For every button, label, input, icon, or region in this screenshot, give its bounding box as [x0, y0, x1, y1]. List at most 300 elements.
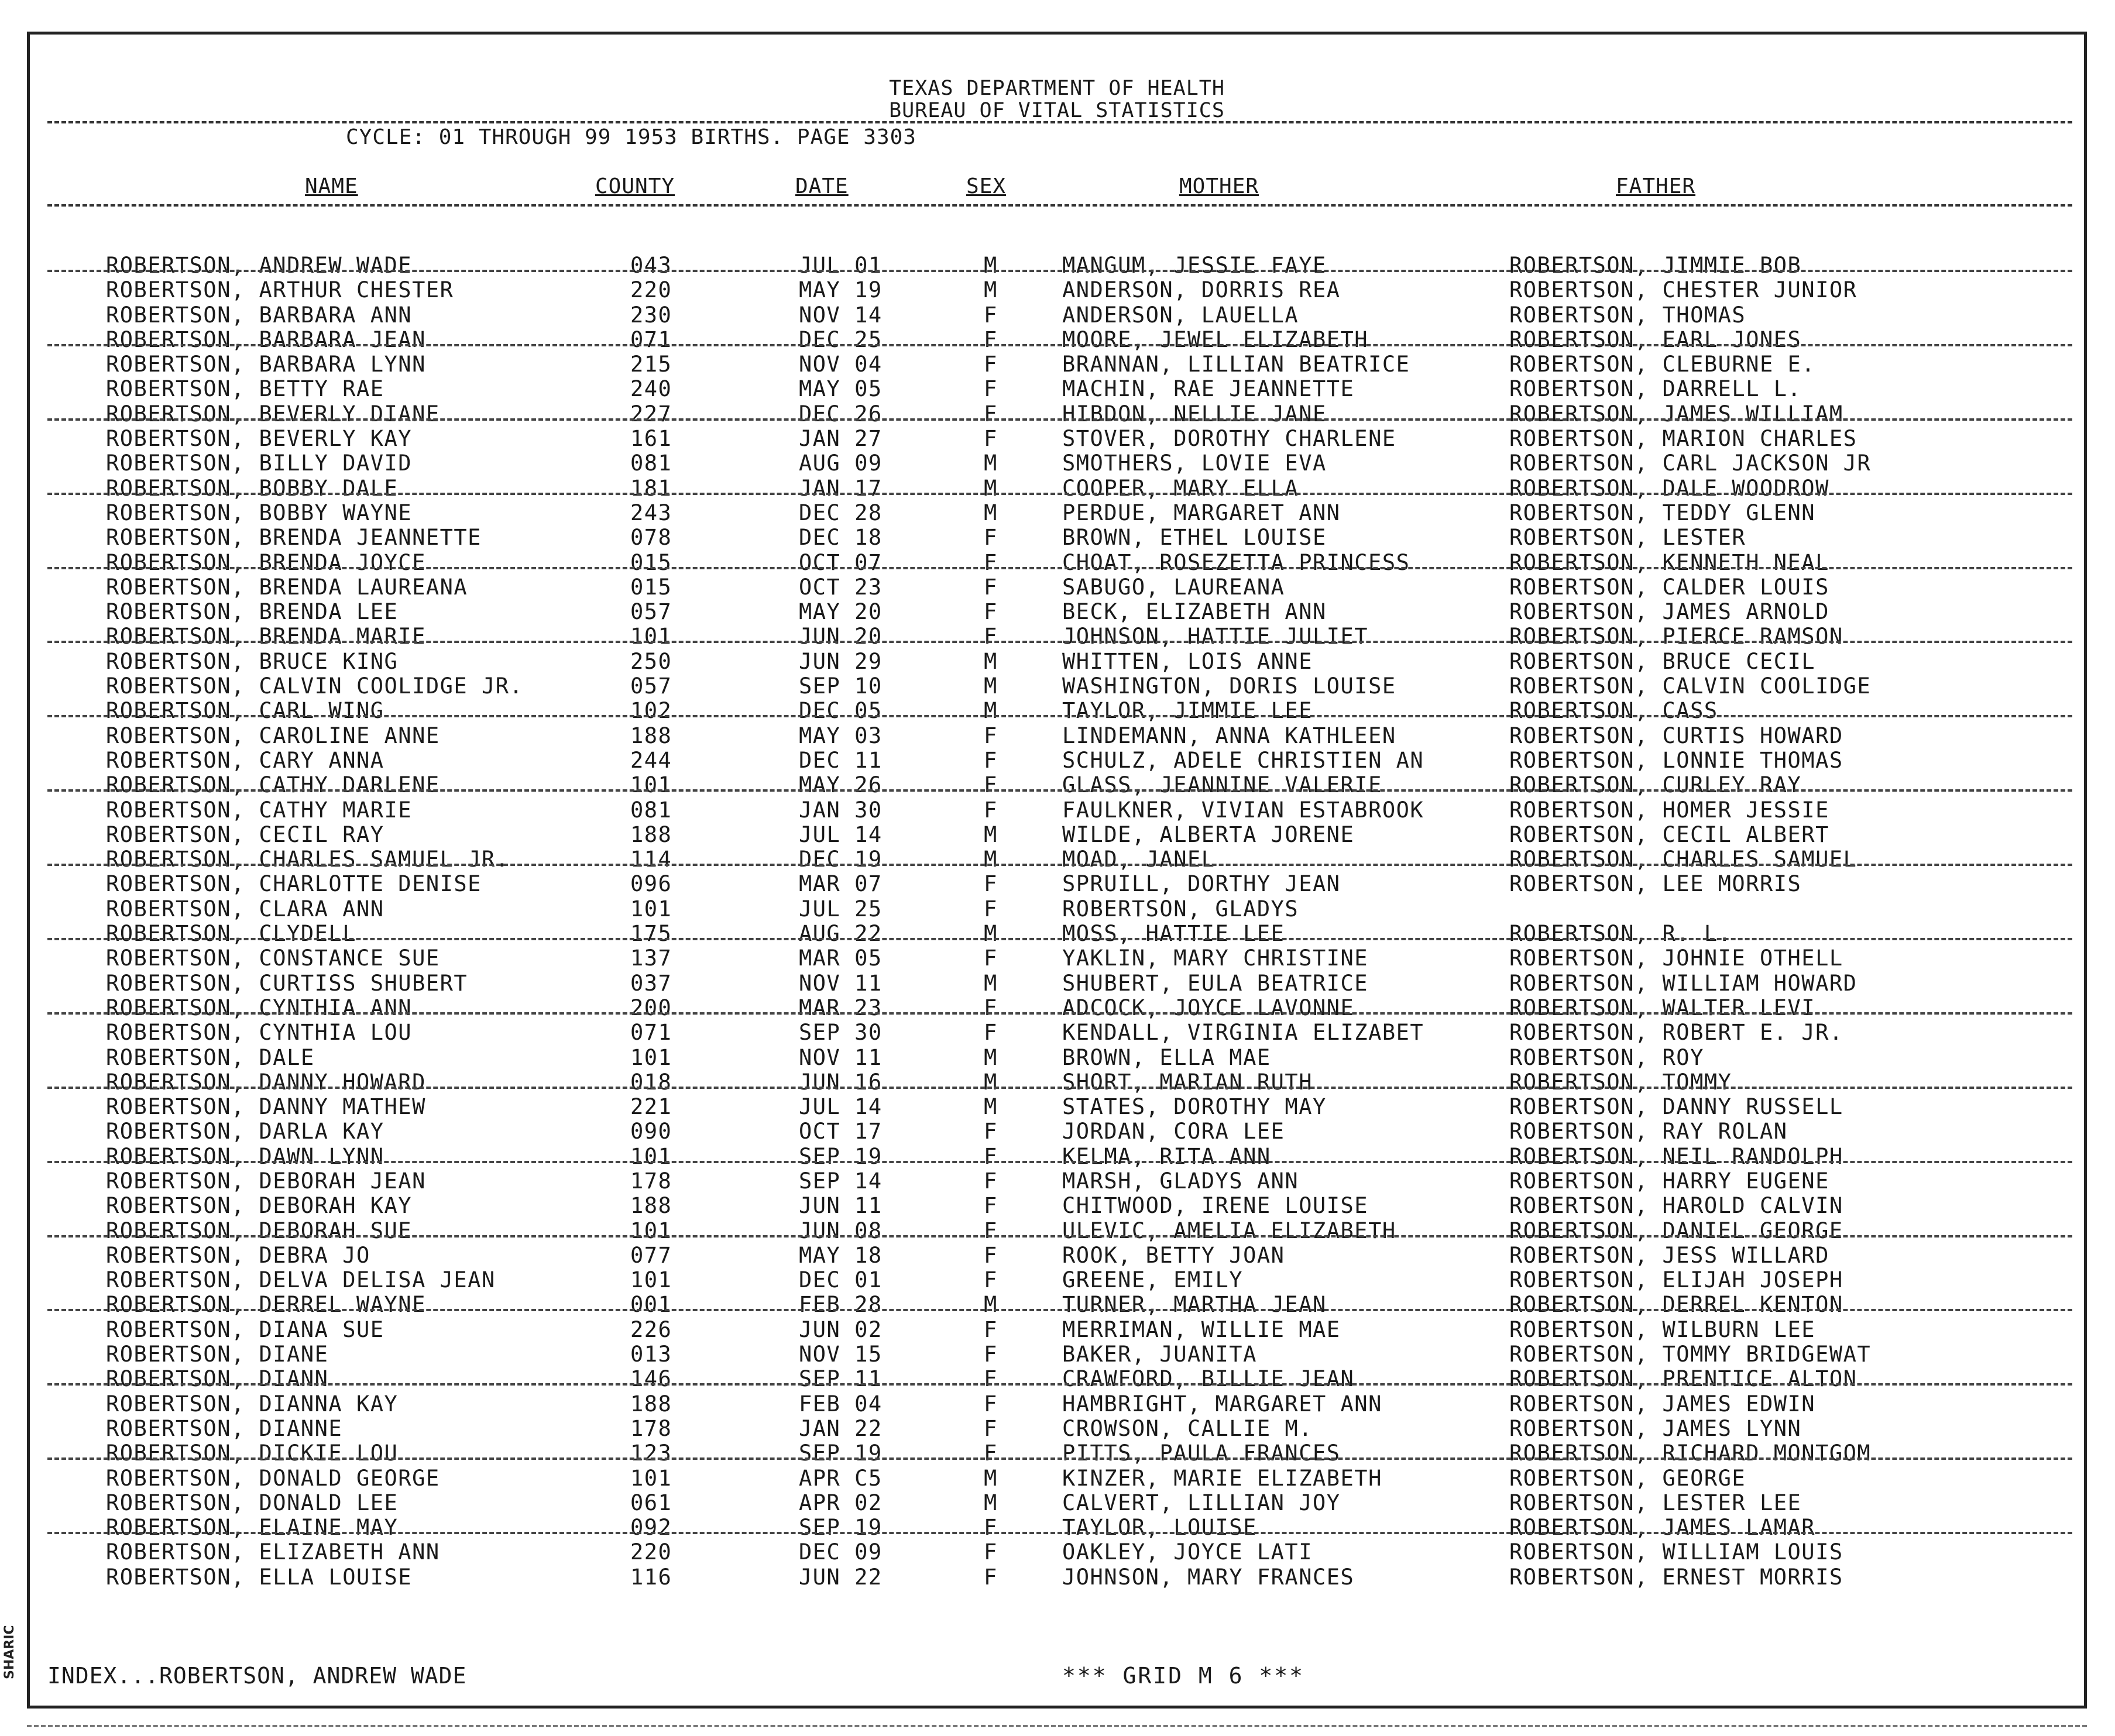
record-sex: F	[984, 1391, 998, 1417]
column-header-mother: MOTHER	[1179, 174, 1259, 198]
record-father: ROBERTSON, ELIJAH JOSEPH	[1509, 1267, 1843, 1293]
record-father: ROBERTSON, CURLEY RAY	[1509, 772, 1802, 798]
record-name: ROBERTSON, CARL WING	[106, 698, 384, 724]
record-name: ROBERTSON, DERREL WAYNE	[106, 1292, 426, 1318]
record-county: 077	[630, 1242, 672, 1268]
record-date: DEC 01	[799, 1267, 883, 1293]
record-name: ROBERTSON, DIANNE	[106, 1415, 343, 1441]
record-date: MAY 19	[799, 277, 883, 303]
record-sex: F	[984, 995, 998, 1020]
record-name: ROBERTSON, CHARLOTTE DENISE	[106, 871, 482, 897]
record-county: 101	[630, 1044, 672, 1070]
record-row	[30, 872, 2084, 896]
record-row	[30, 1268, 2084, 1292]
record-county: 226	[630, 1316, 672, 1342]
record-sex: F	[984, 1342, 998, 1367]
record-row	[30, 352, 2084, 377]
record-father: ROBERTSON, GEORGE	[1509, 1465, 1746, 1491]
record-mother: PERDUE, MARGARET ANN	[1062, 500, 1341, 525]
record-name: ROBERTSON, ANDREW WADE	[106, 253, 413, 278]
record-father: ROBERTSON, RICHARD MONTGOM	[1509, 1441, 1872, 1466]
record-name: ROBERTSON, DEBRA JO	[106, 1242, 370, 1268]
record-county: 096	[630, 871, 672, 897]
record-row	[30, 773, 2084, 797]
record-date: AUG 09	[799, 451, 883, 476]
record-name: ROBERTSON, ARTHUR CHESTER	[106, 277, 454, 303]
record-sex: F	[984, 599, 998, 625]
column-header-sex: SEX	[966, 174, 1007, 198]
record-name: ROBERTSON, DONALD GEORGE	[106, 1465, 440, 1491]
record-sex: M	[984, 1292, 998, 1318]
record-county: 037	[630, 970, 672, 996]
record-name: ROBERTSON, CAROLINE ANNE	[106, 723, 440, 748]
record-name: ROBERTSON, DEBORAH JEAN	[106, 1168, 426, 1194]
record-row	[30, 946, 2084, 971]
record-row	[30, 996, 2084, 1020]
record-name: ROBERTSON, BRUCE KING	[106, 648, 399, 674]
record-sex: F	[984, 946, 998, 971]
record-name: ROBERTSON, DEBORAH KAY	[106, 1193, 413, 1219]
record-sex: F	[984, 871, 998, 897]
record-county: 146	[630, 1366, 672, 1392]
record-row	[30, 971, 2084, 996]
record-mother: BROWN, ETHEL LOUISE	[1062, 525, 1327, 551]
record-date: JUL 01	[799, 253, 883, 278]
record-county: 071	[630, 1020, 672, 1046]
record-father: ROBERTSON, JAMES LAMAR	[1509, 1515, 1816, 1541]
record-mother: SPRUILL, DORTHY JEAN	[1062, 871, 1341, 897]
record-row	[30, 724, 2084, 748]
record-mother: MOORE, JEWEL ELIZABETH	[1062, 326, 1369, 352]
record-county: 102	[630, 698, 672, 724]
record-date: MAR 07	[799, 871, 883, 897]
record-name: ROBERTSON, DICKIE LOU	[106, 1441, 399, 1466]
record-father: ROBERTSON, DARRELL L.	[1509, 376, 1802, 402]
record-mother: CRAWFORD, BILLIE JEAN	[1062, 1366, 1355, 1392]
record-row	[30, 1046, 2084, 1070]
record-date: MAY 18	[799, 1242, 883, 1268]
record-date: NOV 15	[799, 1342, 883, 1367]
cycle-line: CYCLE: 01 THROUGH 99 1953 BIRTHS. PAGE 3303	[346, 125, 916, 149]
record-date: SEP 14	[799, 1168, 883, 1194]
record-row	[30, 525, 2084, 550]
record-mother: SMOTHERS, LOVIE EVA	[1062, 451, 1327, 476]
record-father: ROBERTSON, JAMES ARNOLD	[1509, 599, 1829, 625]
record-name: ROBERTSON, BETTY RAE	[106, 376, 384, 402]
record-date: JUL 14	[799, 821, 883, 847]
record-date: JUN 08	[799, 1218, 883, 1243]
record-name: ROBERTSON, CARY ANNA	[106, 747, 384, 773]
record-row	[30, 1491, 2084, 1515]
record-date: DEC 18	[799, 525, 883, 551]
record-mother: CROWSON, CALLIE M.	[1062, 1415, 1313, 1441]
record-father: ROBERTSON, CHESTER JUNIOR	[1509, 277, 1858, 303]
record-row	[30, 674, 2084, 699]
record-father: ROBERTSON, CASS	[1509, 698, 1718, 724]
record-row	[30, 1466, 2084, 1491]
header-rule-top	[47, 121, 2072, 123]
record-sex: M	[984, 277, 998, 303]
record-county: 101	[630, 1218, 672, 1243]
record-father: ROBERTSON, JESS WILLARD	[1509, 1242, 1829, 1268]
record-row	[30, 1020, 2084, 1045]
record-row	[30, 328, 2084, 352]
record-father: ROBERTSON, PIERCE RAMSON	[1509, 624, 1843, 649]
record-county: 227	[630, 401, 672, 427]
record-father: ROBERTSON, TOMMY BRIDGEWAT	[1509, 1342, 1872, 1367]
record-county: 250	[630, 648, 672, 674]
record-father: ROBERTSON, DERREL KENTON	[1509, 1292, 1843, 1318]
record-mother: ANDERSON, DORRIS REA	[1062, 277, 1341, 303]
record-mother: WHITTEN, LOIS ANNE	[1062, 648, 1313, 674]
record-mother: SHUBERT, EULA BEATRICE	[1062, 970, 1369, 996]
record-sex: F	[984, 574, 998, 600]
record-county: 178	[630, 1415, 672, 1441]
record-date: MAY 05	[799, 376, 883, 402]
record-name: ROBERTSON, CURTISS SHUBERT	[106, 970, 468, 996]
record-sex: F	[984, 1564, 998, 1590]
record-county: 101	[630, 772, 672, 798]
header-rule-bottom	[47, 204, 2072, 207]
record-sex: F	[984, 772, 998, 798]
record-row	[30, 402, 2084, 427]
record-county: 015	[630, 549, 672, 575]
birth-records-list	[30, 253, 2084, 1590]
record-name: ROBERTSON, BEVERLY KAY	[106, 426, 413, 452]
record-father: ROBERTSON, ERNEST MORRIS	[1509, 1564, 1843, 1590]
record-sex: M	[984, 451, 998, 476]
record-sex: F	[984, 326, 998, 352]
record-sex: M	[984, 1094, 998, 1120]
record-row	[30, 575, 2084, 600]
record-name: ROBERTSON, BOBBY DALE	[106, 475, 399, 501]
record-sex: F	[984, 1366, 998, 1392]
record-name: ROBERTSON, DALE	[106, 1044, 315, 1070]
record-county: 081	[630, 451, 672, 476]
record-sex: M	[984, 1069, 998, 1095]
record-row	[30, 847, 2084, 872]
record-date: JAN 17	[799, 475, 883, 501]
record-sex: M	[984, 1044, 998, 1070]
record-name: ROBERTSON, ELAINE MAY	[106, 1515, 399, 1541]
record-date: DEC 25	[799, 326, 883, 352]
index-footer: INDEX...ROBERTSON, ANDREW WADE	[47, 1663, 467, 1689]
record-county: 071	[630, 326, 672, 352]
record-county: 101	[630, 1143, 672, 1169]
record-date: AUG 22	[799, 921, 883, 947]
record-sex: F	[984, 525, 998, 551]
record-row	[30, 1194, 2084, 1218]
record-date: MAY 26	[799, 772, 883, 798]
record-mother: BAKER, JUANITA	[1062, 1342, 1257, 1367]
record-county: 221	[630, 1094, 672, 1120]
record-row	[30, 1219, 2084, 1243]
record-date: SEP 19	[799, 1441, 883, 1466]
record-sex: F	[984, 1415, 998, 1441]
record-name: ROBERTSON, BILLY DAVID	[106, 451, 413, 476]
record-sex: M	[984, 500, 998, 525]
record-name: ROBERTSON, DANNY HOWARD	[106, 1069, 426, 1095]
record-sex: F	[984, 352, 998, 377]
record-county: 092	[630, 1515, 672, 1541]
record-row	[30, 600, 2084, 624]
record-name: ROBERTSON, BEVERLY DIANE	[106, 401, 440, 427]
record-county: 013	[630, 1342, 672, 1367]
record-mother: TURNER, MARTHA JEAN	[1062, 1292, 1327, 1318]
record-county: 114	[630, 847, 672, 872]
record-county: 123	[630, 1441, 672, 1466]
record-date: JUN 16	[799, 1069, 883, 1095]
record-sex: F	[984, 1316, 998, 1342]
record-county: 001	[630, 1292, 672, 1318]
record-name: ROBERTSON, DIANN	[106, 1366, 329, 1392]
record-mother: ULEVIC, AMELIA ELIZABETH	[1062, 1218, 1396, 1243]
record-mother: MANGUM, JESSIE FAYE	[1062, 253, 1327, 278]
record-name: ROBERTSON, CYNTHIA LOU	[106, 1020, 413, 1046]
record-mother: GLASS, JEANNINE VALERIE	[1062, 772, 1382, 798]
record-mother: HAMBRIGHT, MARGARET ANN	[1062, 1391, 1382, 1417]
bottom-rule	[27, 1725, 2087, 1727]
record-father: ROBERTSON, CALDER LOUIS	[1509, 574, 1829, 600]
record-name: ROBERTSON, DEBORAH SUE	[106, 1218, 413, 1243]
record-sex: M	[984, 847, 998, 872]
record-row	[30, 1565, 2084, 1590]
column-header-county: COUNTY	[595, 174, 675, 198]
record-date: JAN 22	[799, 1415, 883, 1441]
record-name: ROBERTSON, BRENDA JOYCE	[106, 549, 426, 575]
record-row	[30, 303, 2084, 328]
record-county: 078	[630, 525, 672, 551]
record-father: ROBERTSON, DANIEL GEORGE	[1509, 1218, 1843, 1243]
record-row	[30, 1144, 2084, 1169]
record-mother: PITTS, PAULA FRANCES	[1062, 1441, 1341, 1466]
record-mother: MOAD, JANEL	[1062, 847, 1216, 872]
record-date: OCT 23	[799, 574, 883, 600]
record-sex: F	[984, 1242, 998, 1268]
record-sex: F	[984, 1218, 998, 1243]
record-mother: KELMA, RITA ANN	[1062, 1143, 1271, 1169]
record-date: FEB 28	[799, 1292, 883, 1318]
record-father: ROBERTSON, LESTER	[1509, 525, 1746, 551]
record-county: 243	[630, 500, 672, 525]
record-date: JUN 02	[799, 1316, 883, 1342]
record-row	[30, 278, 2084, 302]
record-row	[30, 922, 2084, 946]
record-sex: F	[984, 1119, 998, 1144]
record-date: FEB 04	[799, 1391, 883, 1417]
record-row	[30, 501, 2084, 525]
record-name: ROBERTSON, DONALD LEE	[106, 1490, 399, 1515]
record-sex: F	[984, 1193, 998, 1219]
record-mother: WASHINGTON, DORIS LOUISE	[1062, 673, 1396, 699]
record-mother: BRANNAN, LILLIAN BEATRICE	[1062, 352, 1410, 377]
record-row	[30, 377, 2084, 401]
record-father: ROBERTSON, RAY ROLAN	[1509, 1119, 1788, 1144]
record-mother: STATES, DOROTHY MAY	[1062, 1094, 1327, 1120]
record-date: NOV 04	[799, 352, 883, 377]
record-mother: MERRIMAN, WILLIE MAE	[1062, 1316, 1341, 1342]
record-father: ROBERTSON, JAMES WILLIAM	[1509, 401, 1843, 427]
record-county: 101	[630, 896, 672, 922]
record-date: APR 02	[799, 1490, 883, 1515]
record-father: ROBERTSON, PRENTICE ALTON	[1509, 1366, 1858, 1392]
record-date: DEC 28	[799, 500, 883, 525]
record-row	[30, 823, 2084, 847]
record-mother: KENDALL, VIRGINIA ELIZABET	[1062, 1020, 1424, 1046]
agency-title: TEXAS DEPARTMENT OF HEALTH	[889, 77, 1225, 100]
record-sex: F	[984, 376, 998, 402]
record-county: 188	[630, 1193, 672, 1219]
record-sex: F	[984, 747, 998, 773]
record-row	[30, 451, 2084, 476]
record-date: MAY 03	[799, 723, 883, 748]
record-name: ROBERTSON, CALVIN COOLIDGE JR.	[106, 673, 524, 699]
record-father: ROBERTSON, KENNETH NEAL	[1509, 549, 1829, 575]
record-mother: MACHIN, RAE JEANNETTE	[1062, 376, 1355, 402]
record-name: ROBERTSON, BRENDA MARIE	[106, 624, 426, 649]
column-header-date: DATE	[795, 174, 849, 198]
record-mother: ANDERSON, LAUELLA	[1062, 302, 1299, 328]
column-header-father: FATHER	[1616, 174, 1696, 198]
record-row	[30, 798, 2084, 823]
record-county: 244	[630, 747, 672, 773]
record-county: 057	[630, 673, 672, 699]
record-date: SEP 10	[799, 673, 883, 699]
record-father: ROBERTSON, JOHNIE OTHELL	[1509, 946, 1843, 971]
record-row	[30, 253, 2084, 278]
record-sex: F	[984, 1267, 998, 1293]
record-row	[30, 1169, 2084, 1194]
record-father: ROBERTSON, LONNIE THOMAS	[1509, 747, 1843, 773]
record-sex: M	[984, 698, 998, 724]
record-county: 137	[630, 946, 672, 971]
record-father: ROBERTSON, BRUCE CECIL	[1509, 648, 1816, 674]
record-sex: M	[984, 921, 998, 947]
record-name: ROBERTSON, BRENDA LEE	[106, 599, 399, 625]
record-father: ROBERTSON, DALE WOODROW	[1509, 475, 1829, 501]
record-sex: M	[984, 253, 998, 278]
record-father: ROBERTSON, EARL JONES	[1509, 326, 1802, 352]
record-date: NOV 11	[799, 970, 883, 996]
record-county: 161	[630, 426, 672, 452]
record-father: ROBERTSON, JAMES EDWIN	[1509, 1391, 1816, 1417]
record-sex: M	[984, 475, 998, 501]
record-name: ROBERTSON, DANNY MATHEW	[106, 1094, 426, 1120]
record-sex: F	[984, 426, 998, 452]
record-father: ROBERTSON, DANNY RUSSELL	[1509, 1094, 1843, 1120]
record-sex: M	[984, 648, 998, 674]
record-father: ROBERTSON, TOMMY	[1509, 1069, 1732, 1095]
record-sex: F	[984, 896, 998, 922]
record-date: JUN 29	[799, 648, 883, 674]
record-row	[30, 897, 2084, 922]
record-mother: MOSS, HATTIE LEE	[1062, 921, 1285, 947]
record-row	[30, 1095, 2084, 1119]
record-name: ROBERTSON, BARBARA ANN	[106, 302, 413, 328]
record-date: DEC 26	[799, 401, 883, 427]
record-father: ROBERTSON, HARRY EUGENE	[1509, 1168, 1829, 1194]
record-county: 015	[630, 574, 672, 600]
record-name: ROBERTSON, DIANA SUE	[106, 1316, 384, 1342]
record-county: 188	[630, 723, 672, 748]
record-date: OCT 07	[799, 549, 883, 575]
record-name: ROBERTSON, ELLA LOUISE	[106, 1564, 413, 1590]
record-mother: WILDE, ALBERTA JORENE	[1062, 821, 1355, 847]
record-mother: CHOAT, ROSEZETTA PRINCESS	[1062, 549, 1410, 575]
record-father: ROBERTSON, HOMER JESSIE	[1509, 797, 1829, 823]
record-date: DEC 19	[799, 847, 883, 872]
record-mother: KINZER, MARIE ELIZABETH	[1062, 1465, 1382, 1491]
record-father: ROBERTSON, ROY	[1509, 1044, 1704, 1070]
record-sex: F	[984, 302, 998, 328]
record-father: ROBERTSON, ROBERT E. JR.	[1509, 1020, 1843, 1046]
record-name: ROBERTSON, BARBARA JEAN	[106, 326, 426, 352]
record-date: DEC 05	[799, 698, 883, 724]
record-date: NOV 11	[799, 1044, 883, 1070]
record-father: ROBERTSON, CECIL ALBERT	[1509, 821, 1829, 847]
record-mother: TAYLOR, JIMMIE LEE	[1062, 698, 1313, 724]
record-date: DEC 11	[799, 747, 883, 773]
record-county: 220	[630, 1539, 672, 1565]
record-row	[30, 1318, 2084, 1342]
record-name: ROBERTSON, CYNTHIA ANN	[106, 995, 413, 1020]
record-father: ROBERTSON, HAROLD CALVIN	[1509, 1193, 1843, 1219]
record-date: APR C5	[799, 1465, 883, 1491]
record-mother: OAKLEY, JOYCE LATI	[1062, 1539, 1313, 1565]
record-name: ROBERTSON, DIANNA KAY	[106, 1391, 399, 1417]
record-sex: F	[984, 1168, 998, 1194]
record-father: ROBERTSON, JIMMIE BOB	[1509, 253, 1802, 278]
record-date: SEP 19	[799, 1515, 883, 1541]
record-county: 081	[630, 797, 672, 823]
record-name: ROBERTSON, CLYDELL	[106, 921, 356, 947]
record-row	[30, 748, 2084, 773]
grid-footer: *** GRID M 6 ***	[1062, 1663, 1305, 1689]
record-date: MAY 20	[799, 599, 883, 625]
record-county: 178	[630, 1168, 672, 1194]
record-name: ROBERTSON, CECIL RAY	[106, 821, 384, 847]
record-name: ROBERTSON, CHARLES SAMUEL JR.	[106, 847, 510, 872]
record-father: ROBERTSON, WILLIAM HOWARD	[1509, 970, 1858, 996]
record-row	[30, 1540, 2084, 1565]
record-mother: BECK, ELIZABETH ANN	[1062, 599, 1327, 625]
record-mother: FAULKNER, VIVIAN ESTABROOK	[1062, 797, 1424, 823]
record-name: ROBERTSON, CATHY MARIE	[106, 797, 413, 823]
record-father: ROBERTSON, JAMES LYNN	[1509, 1415, 1802, 1441]
record-row	[30, 1342, 2084, 1367]
record-sex: M	[984, 1490, 998, 1515]
record-father: ROBERTSON, TEDDY GLENN	[1509, 500, 1816, 525]
record-father: ROBERTSON, CLEBURNE E.	[1509, 352, 1816, 377]
record-sex: F	[984, 1143, 998, 1169]
record-county: 101	[630, 1465, 672, 1491]
record-row	[30, 649, 2084, 674]
record-sex: M	[984, 1465, 998, 1491]
record-mother: SABUGO, LAUREANA	[1062, 574, 1285, 600]
record-date: SEP 19	[799, 1143, 883, 1169]
record-date: SEP 30	[799, 1020, 883, 1046]
record-father: ROBERTSON, WALTER LEVI	[1509, 995, 1816, 1020]
record-row	[30, 1119, 2084, 1144]
record-mother: YAKLIN, MARY CHRISTINE	[1062, 946, 1369, 971]
record-mother: LINDEMANN, ANNA KATHLEEN	[1062, 723, 1396, 748]
record-row	[30, 551, 2084, 575]
record-sex: M	[984, 970, 998, 996]
record-date: NOV 14	[799, 302, 883, 328]
record-mother: ADCOCK, JOYCE LAVONNE	[1062, 995, 1355, 1020]
record-mother: MARSH, GLADYS ANN	[1062, 1168, 1299, 1194]
record-father: ROBERTSON, CHARLES SAMUEL	[1509, 847, 1858, 872]
